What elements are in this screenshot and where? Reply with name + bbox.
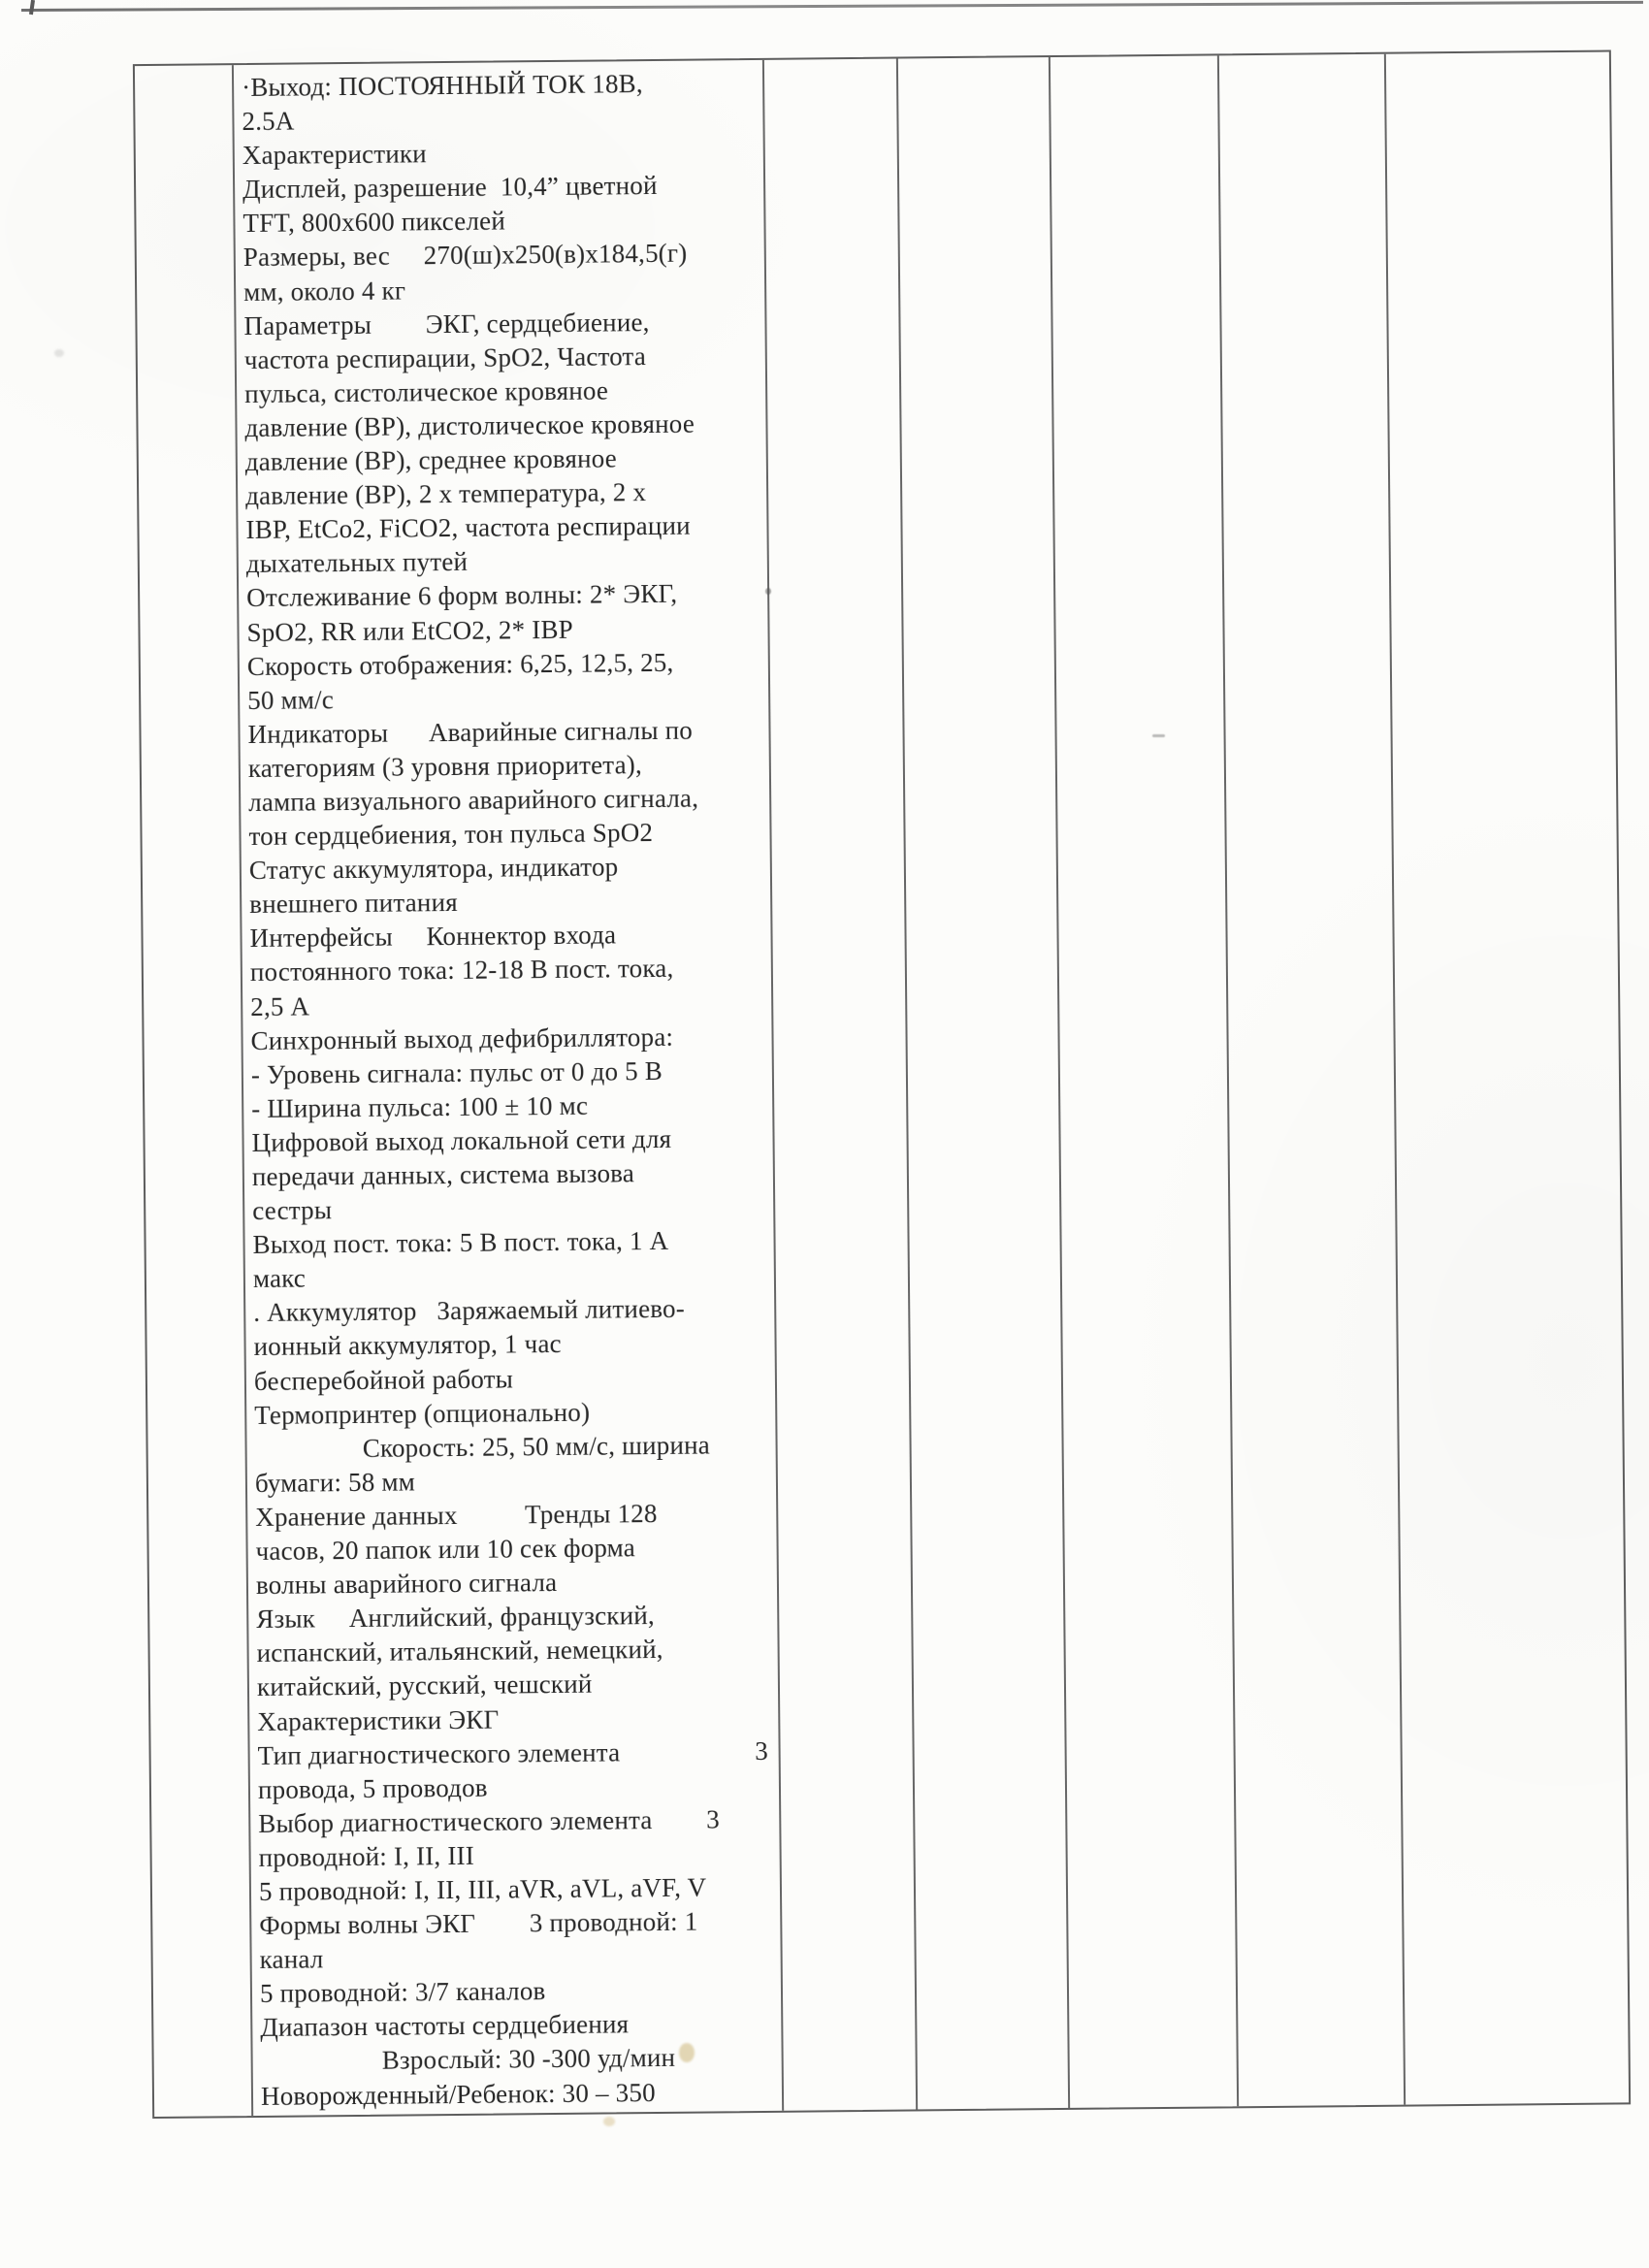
spec-line: мм, около 4 кг xyxy=(242,275,406,307)
spec-line: Интерфейсы Коннектор входа xyxy=(249,920,617,954)
spec-line: провода, 5 проводов xyxy=(257,1772,488,1804)
spec-line: давление (ВР), среднее кровяное xyxy=(244,443,618,477)
spec-line: Язык Английский, французский, xyxy=(256,1601,656,1635)
spec-line: Индикаторы Аварийные сигналы по xyxy=(247,715,694,749)
spec-line: постоянного тока: 12-18 В пост. тока, xyxy=(249,954,674,988)
spec-line: ·Выход: ПОСТОЯННЫЙ ТОК 18В, xyxy=(241,69,643,103)
spec-line: 5 проводной: 3/7 каналов xyxy=(259,1976,546,2009)
spec-line: Хранение данных Тренды 128 xyxy=(255,1498,658,1532)
spec-line: Дисплей, разрешение 10,4” цветной xyxy=(242,171,658,205)
spec-line: 2,5 А xyxy=(250,990,310,1021)
spec-line: канал xyxy=(259,1944,324,1975)
column-divider-3 xyxy=(896,59,918,2110)
scan-stain xyxy=(679,2043,695,2062)
scan-speck xyxy=(765,588,771,595)
scan-speck xyxy=(1152,734,1165,737)
spec-line: Диапазон частоты сердцебиения xyxy=(260,2009,630,2043)
scan-corner-mark xyxy=(29,0,35,15)
scan-speck xyxy=(54,349,64,357)
spec-line: частота респирации, SpO2, Частота xyxy=(243,340,647,374)
spec-line: лампа визуального аварийного сигнала, xyxy=(248,783,699,817)
spec-line: проводной: I, II, III xyxy=(258,1840,475,1872)
spec-line: Формы волны ЭКГ 3 проводной: 1 xyxy=(259,1906,698,1941)
spec-line: Характеристики ЭКГ xyxy=(257,1704,500,1736)
spec-line: давление (ВР), 2 х температура, 2 х xyxy=(245,477,647,511)
spec-text-cell xyxy=(242,66,790,2114)
spec-line: Отслеживание 6 форм волны: 2* ЭКГ, xyxy=(246,579,678,613)
page-top-cut-line xyxy=(21,1,1643,12)
column-divider-6 xyxy=(1384,54,1406,2105)
spec-line: Характеристики xyxy=(242,139,427,171)
spec-line: ионный аккумулятор, 1 час xyxy=(253,1329,562,1362)
spec-line: категориям (3 уровня приоритета), xyxy=(247,749,643,783)
spec-line: дыхательных путей xyxy=(245,547,469,579)
spec-line: тон сердцебиения, тон пульса SpO2 xyxy=(248,818,654,852)
spec-line: давление (ВР), дистолическое кровяное xyxy=(244,408,695,442)
spec-line: сестры xyxy=(252,1195,333,1226)
spec-line: Выбор диагностического элемента 3 xyxy=(258,1804,720,1838)
spec-line: Размеры, вес 270(ш)х250(в)х184,5(г) xyxy=(242,239,688,273)
spec-line: бесперебойной работы xyxy=(253,1363,514,1396)
spec-line: Взрослый: 30 -300 уд/мин xyxy=(260,2043,676,2077)
spec-line: 5 проводной: I, II, III, aVR, aVL, aVF, V xyxy=(258,1872,707,1906)
spec-line: 50 мм/с xyxy=(247,684,335,715)
spec-line: Выход пост. тока: 5 В пост. тока, 1 А xyxy=(252,1226,669,1260)
spec-line: Скорость отображения: 6,25, 12,5, 25, xyxy=(246,647,674,681)
scan-stain xyxy=(603,2117,615,2126)
spec-line: TFT, 800х600 пикселей xyxy=(242,206,506,239)
spec-line: . Аккумулятор Заряжаемый литиево- xyxy=(253,1294,686,1328)
spec-line: IBP, EtCo2, FiCO2, частота респирации xyxy=(245,510,691,545)
spec-line: Новорожденный/Ребенок: 30 – 350 xyxy=(260,2077,656,2111)
spec-line: волны аварийного сигнала xyxy=(255,1568,558,1601)
spec-line: часов, 20 папок или 10 сек форма xyxy=(255,1533,636,1567)
spec-line: макс xyxy=(252,1263,307,1294)
spec-line: Тип диагностического элемента 3 xyxy=(257,1735,769,1770)
spec-line: пульса, систолическое кровяное xyxy=(244,375,609,408)
spec-line: Параметры ЭКГ, сердцебиение, xyxy=(243,307,650,340)
column-divider-5 xyxy=(1217,55,1239,2106)
spec-line: испанский, итальянский, немецкий, xyxy=(256,1635,663,1669)
spec-line: - Ширина пульса: 100 ± 10 мс xyxy=(251,1090,589,1123)
spec-line: Статус аккумулятора, индикатор xyxy=(248,852,619,886)
spec-line: - Уровень сигнала: пульс от 0 до 5 В xyxy=(250,1055,663,1089)
spec-line: Термопринтер (опционально) xyxy=(254,1397,591,1430)
spec-line: бумаги: 58 мм xyxy=(254,1467,416,1498)
spec-line: Скорость: 25, 50 мм/с, ширина xyxy=(254,1430,711,1464)
spec-line: передачи данных, система вызова xyxy=(251,1158,635,1191)
specification-table xyxy=(133,49,1631,2119)
spec-line: Цифровой выход локальной сети для xyxy=(251,1123,672,1157)
spec-line: внешнего питания xyxy=(249,888,458,920)
spec-line: 2.5А xyxy=(242,106,295,137)
spec-line: китайский, русский, чешский xyxy=(256,1669,593,1702)
column-divider-4 xyxy=(1049,57,1070,2108)
spec-line: SpO2, RR или EtCO2, 2* IBP xyxy=(246,614,574,647)
spec-line: Синхронный выход дефибриллятора: xyxy=(250,1021,674,1055)
